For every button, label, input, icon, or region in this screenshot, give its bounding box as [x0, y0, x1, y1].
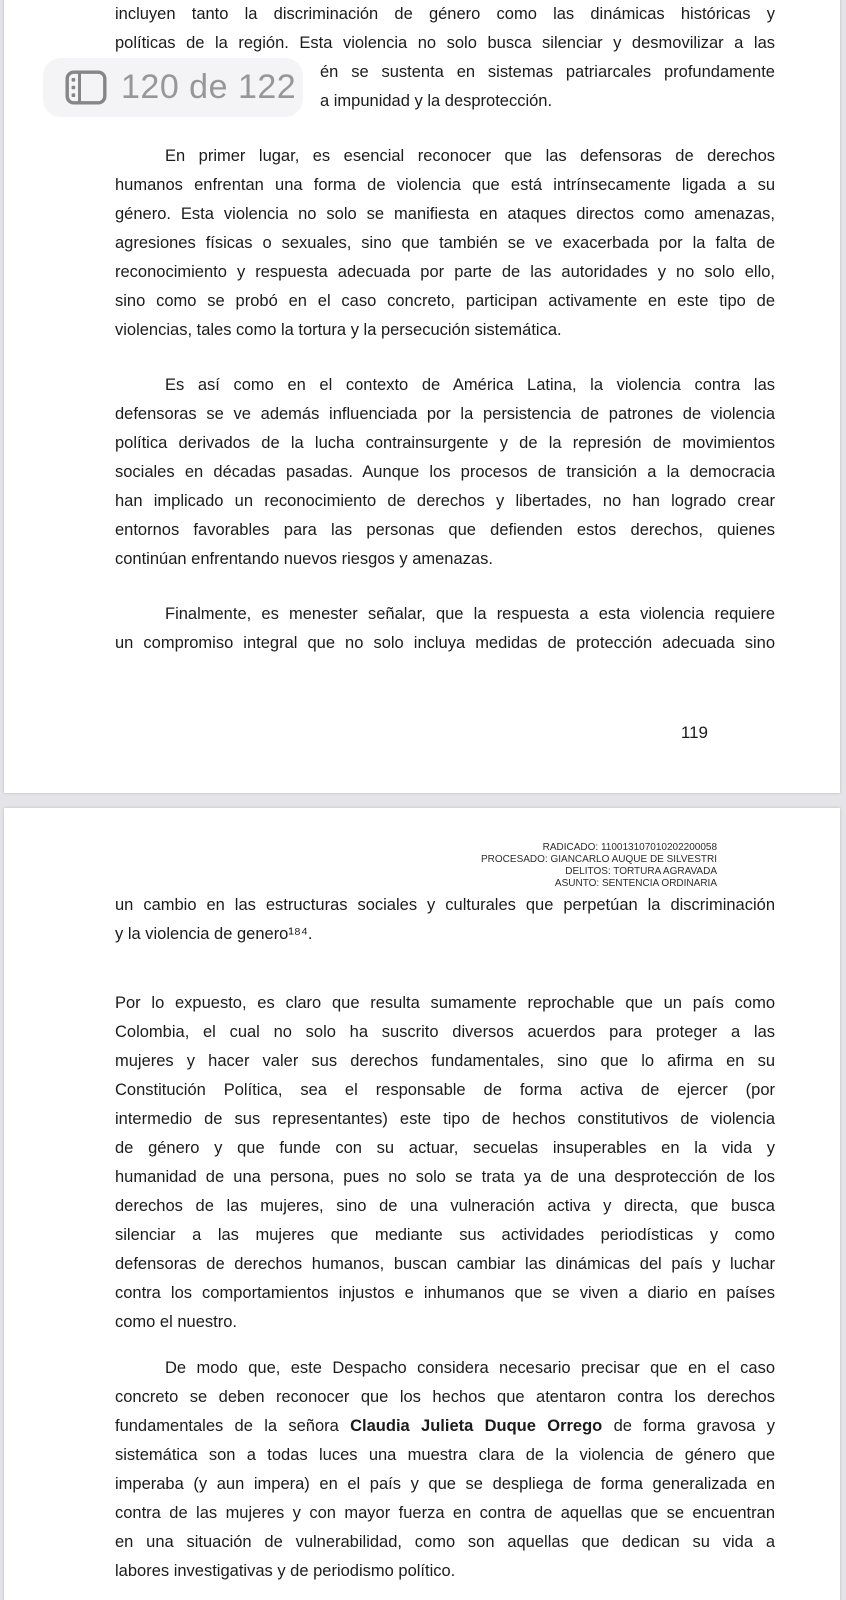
text-line: mujeres y hacer valer sus derechos fundamentales, sino que lo afirma en su	[115, 1052, 775, 1070]
bold-text-segment: Claudia Julieta Duque Orrego	[350, 1417, 603, 1435]
text-line: derechos de las mujeres, sino de una vulneración activa y directa, que busca	[115, 1197, 775, 1215]
page-content	[115, 891, 775, 1586]
paragraph	[115, 891, 775, 949]
text-segment: fundamentales de la señora	[115, 1417, 351, 1435]
text-line: continúan enfrentando nuevos riesgos y amenazas.	[115, 550, 493, 568]
text-line: violencias, tales como la tortura y la persecución sistemática.	[115, 321, 562, 339]
text-line: sino como se probó en el caso concreto, participan activamente en este tipo de	[115, 292, 775, 310]
case-header-line: ASUNTO: SENTENCIA ORDINARIA	[554, 878, 717, 889]
text-line: humanos enfrentan una forma de violencia que está intrínsecamente ligada a su	[115, 176, 775, 194]
case-header	[481, 842, 717, 890]
text-line: han implicado un reconocimiento de derechos y libertades, no han logrado crear	[115, 492, 775, 510]
text-line: en una situación de vulnerabilidad, como son aquellas que dedican su vida a	[115, 1533, 775, 1551]
paragraph	[115, 600, 775, 658]
text-line: concreto se deben reconocer que los hechos que atentaron contra los derechos	[115, 1388, 775, 1406]
text-line: política derivados de la lucha contrainsurgente y de la represión de movimientos	[115, 434, 775, 452]
text-line: silenciar a las mujeres que mediante sus actividades periodísticas y como	[115, 1226, 775, 1244]
text-line: humanidad de una persona, pues no solo se trata ya de una desprotección de los	[115, 1168, 775, 1186]
paragraph-container	[115, 891, 775, 1586]
text-line: defensoras se ve además influenciada por la persistencia de patrones de violencia	[115, 405, 775, 423]
page-indicator-label: 120 de 122	[121, 68, 297, 106]
text-line: Colombia, el cual no solo ha suscrito diversos acuerdos para proteger a las	[115, 1023, 775, 1041]
text-line: un compromiso integral que no solo incluya medidas de protección adecuada sino	[115, 634, 775, 652]
page-thumbnail-icon	[65, 70, 107, 105]
text-line: De modo que, este Despacho considera necesario precisar que en el caso	[165, 1359, 775, 1377]
text-segment: de forma gravosa y	[602, 1417, 775, 1435]
text-line: sociales en décadas pasadas. Aunque los procesos de transición a la democracia	[115, 463, 775, 481]
page-number: 119	[680, 723, 708, 742]
document-page-120	[4, 808, 840, 1600]
text-line: sistemática son a todas luces una muestra clara de la violencia de género que	[115, 1446, 775, 1464]
text-line: como el nuestro.	[115, 1313, 237, 1331]
text-line: agresiones físicas o sexuales, sino que también se ve exacerbada por la falta de	[115, 234, 775, 252]
text-line: intermedio de sus representantes) este tipo de hechos constitutivos de violencia	[115, 1110, 775, 1128]
text-line: Es así como en el contexto de América Latina, la violencia contra las	[165, 376, 775, 394]
paragraph	[115, 1354, 775, 1586]
case-header-line: RADICADO: 110013107010202200058	[542, 842, 717, 853]
text-line: En primer lugar, es esencial reconocer que las defensoras de derechos	[165, 147, 775, 165]
text-line: un cambio en las estructuras sociales y culturales que perpetúan la discriminación	[115, 896, 775, 914]
text-line: Por lo expuesto, es claro que resulta sumamente reprochable que un país como	[115, 994, 775, 1012]
text-line: género. Esta violencia no solo se manifiesta en ataques directos como amenazas,	[115, 205, 775, 223]
text-line	[115, 1412, 775, 1441]
text-line: reconocimiento y respuesta adecuada por parte de las autoridades y no solo ello,	[115, 263, 775, 281]
text-line: incluyen tanto la discriminación de género como las dinámicas históricas y	[115, 5, 775, 23]
paragraph	[115, 989, 775, 1337]
text-line: entornos favorables para las personas que defienden estos derechos, quienes	[115, 521, 775, 539]
text-line: imperaba (y aun impera) en el país y que se despliega de forma generalizada en	[115, 1475, 775, 1493]
paragraph	[115, 371, 775, 574]
paragraph	[115, 142, 775, 345]
case-header-line: DELITOS: TORTURA AGRAVADA	[565, 866, 717, 877]
page-indicator-pill	[43, 58, 303, 117]
text-line: contra de las mujeres y con mayor fuerza en contra de aquellas que se encuentran	[115, 1504, 775, 1522]
text-line: políticas de la región. Esta violencia no solo busca silenciar y desmovilizar a las	[115, 34, 775, 52]
case-header-line: PROCESADO: GIANCARLO AUQUE DE SILVESTRI	[481, 854, 717, 865]
text-line: én se sustenta en sistemas patriarcales profundamente	[320, 63, 775, 81]
text-line: labores investigativas y de periodismo político.	[115, 1562, 456, 1580]
text-line: de género y que funde con su actuar, secuelas insuperables en la vida y	[115, 1139, 775, 1157]
text-line: y la violencia de genero¹⁸⁴.	[115, 925, 313, 943]
text-line: a impunidad y la desprotección.	[320, 92, 553, 110]
document-page-119	[4, 0, 840, 793]
text-line: defensoras de derechos humanos, buscan cambiar las dinámicas del país y luchar	[115, 1255, 775, 1273]
text-line: Constitución Política, sea el responsable de forma activa de ejercer (por	[115, 1081, 775, 1099]
text-line: contra los comportamientos injustos e inhumanos que se viven a diario en países	[115, 1284, 775, 1302]
text-line: Finalmente, es menester señalar, que la respuesta a esta violencia requiere	[165, 605, 775, 623]
